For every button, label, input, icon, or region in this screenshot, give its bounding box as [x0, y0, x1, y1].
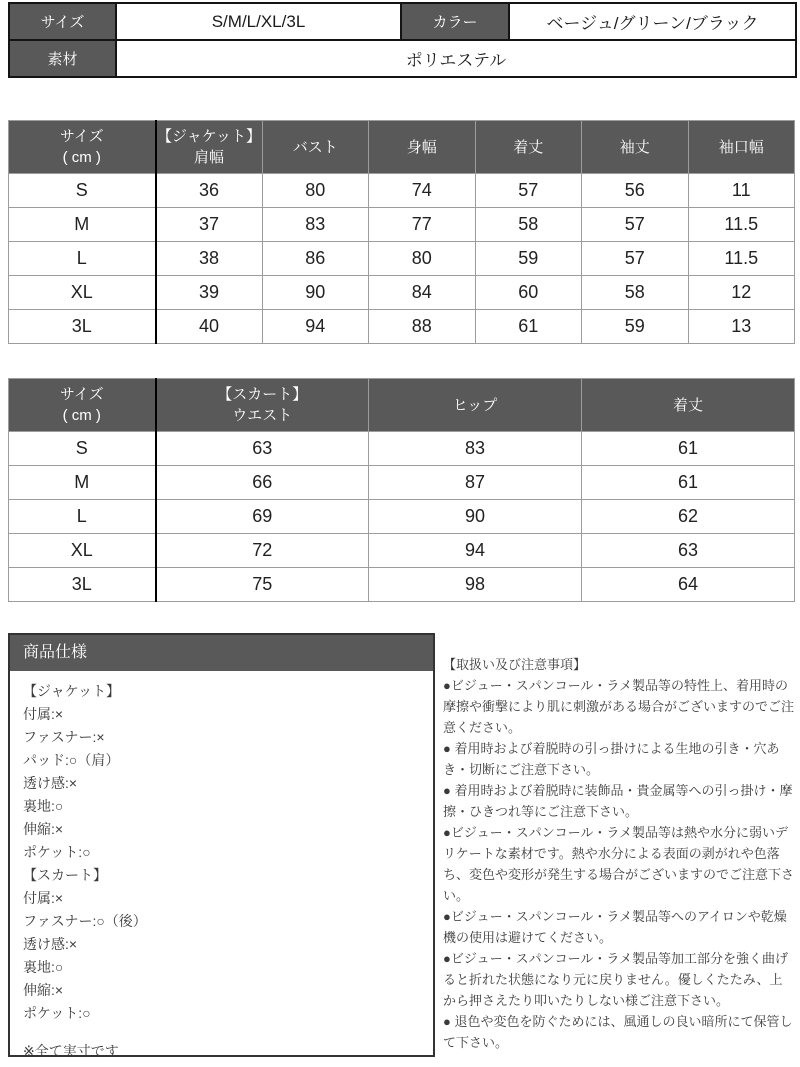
spec-line-jacket-pocket: ポケット:○ — [23, 844, 91, 860]
care-note-friction: ●ビジュー・スパンコール・ラメ製品等の特性上、着用時の摩擦や衝撃により肌に刺激がある場合がございますのでご注意ください。 — [443, 678, 795, 735]
summary-row-material — [9, 40, 796, 77]
skirt-length-header: 着丈 — [582, 379, 795, 432]
jacket-bust-header: バスト — [262, 121, 369, 174]
skirt-l-waist: 69 — [156, 500, 369, 534]
jacket-l-length: 59 — [475, 242, 582, 276]
skirt-waist-header — [156, 379, 369, 432]
jacket-l-cuff: 11.5 — [688, 242, 795, 276]
jacket-m-shoulder: 37 — [156, 208, 263, 242]
jacket-size-3l: 3L — [9, 310, 156, 344]
spec-line-jacket-stretch: 伸縮:× — [23, 821, 64, 837]
jacket-3l-width: 88 — [369, 310, 476, 344]
jacket-s-width: 74 — [369, 174, 476, 208]
skirt-size-m: M — [9, 466, 156, 500]
jacket-xl-width: 84 — [369, 276, 476, 310]
spec-line-skirt-sheer: 透け感:× — [23, 936, 78, 952]
spec-line-skirt-stretch: 伸縮:× — [23, 982, 64, 998]
jacket-row-l — [9, 242, 795, 276]
jacket-size-m: M — [9, 208, 156, 242]
jacket-3l-cuff: 13 — [688, 310, 795, 344]
jacket-length-header: 着丈 — [475, 121, 582, 174]
skirt-row-3l — [9, 568, 795, 602]
jacket-row-3l — [9, 310, 795, 344]
skirt-size-header-line1: サイズ — [59, 386, 104, 403]
jacket-3l-bust: 94 — [262, 310, 369, 344]
spec-line-skirt-zipper: ファスナー:○（後） — [23, 913, 147, 929]
jacket-shoulder-header — [156, 121, 263, 174]
jacket-sleeve-header: 袖丈 — [582, 121, 689, 174]
product-spec-title: 商品仕様 — [10, 635, 433, 671]
skirt-l-hip: 90 — [369, 500, 582, 534]
skirt-xl-length: 63 — [582, 534, 795, 568]
jacket-l-shoulder: 38 — [156, 242, 263, 276]
spec-line-jacket-accessory: 付属:× — [23, 706, 64, 722]
care-note-storage: ● 退色や変色を防ぐためには、風通しの良い暗所にて保管して下さい。 — [443, 1014, 793, 1050]
spec-line-jacket-heading: 【ジャケット】 — [23, 683, 121, 699]
care-note-iron-dryer: ●ビジュー・スパンコール・ラメ製品等へのアイロンや乾燥機の使用は避けてください。 — [443, 909, 787, 945]
spec-line-jacket-pad: パッド:○（肩） — [23, 752, 120, 768]
jacket-size-l: L — [9, 242, 156, 276]
jacket-s-sleeve: 56 — [582, 174, 689, 208]
skirt-3l-waist: 75 — [156, 568, 369, 602]
care-notes-title: 【取扱い及び注意事項】 — [443, 657, 587, 672]
skirt-m-hip: 87 — [369, 466, 582, 500]
skirt-m-waist: 66 — [156, 466, 369, 500]
jacket-width-header: 身幅 — [369, 121, 476, 174]
jacket-l-bust: 86 — [262, 242, 369, 276]
skirt-label: 【スカート】 — [217, 386, 308, 403]
color-value-cell: ベージュ/グリーン/ブラック — [509, 3, 796, 40]
jacket-3l-shoulder: 40 — [156, 310, 263, 344]
spec-line-skirt-accessory: 付属:× — [23, 890, 64, 906]
spec-line-jacket-zipper: ファスナー:× — [23, 729, 105, 745]
skirt-row-m — [9, 466, 795, 500]
jacket-xl-bust: 90 — [262, 276, 369, 310]
skirt-hip-header: ヒップ — [369, 379, 582, 432]
jacket-size-xl: XL — [9, 276, 156, 310]
jacket-m-width: 77 — [369, 208, 476, 242]
skirt-xl-hip: 94 — [369, 534, 582, 568]
jacket-m-sleeve: 57 — [582, 208, 689, 242]
jacket-size-table — [8, 120, 795, 344]
skirt-waist-label: ウエスト — [232, 407, 293, 424]
skirt-size-s: S — [9, 432, 156, 466]
material-label-cell: 素材 — [9, 40, 116, 77]
material-value-cell: ポリエステル — [116, 40, 796, 77]
skirt-row-xl — [9, 534, 795, 568]
skirt-size-header — [9, 379, 156, 432]
jacket-m-bust: 83 — [262, 208, 369, 242]
color-label-cell: カラー — [401, 3, 509, 40]
skirt-header-row — [9, 379, 795, 432]
skirt-s-length: 61 — [582, 432, 795, 466]
spec-line-skirt-lining: 裏地:○ — [23, 959, 64, 975]
care-note-heat-moisture: ●ビジュー・スパンコール・ラメ製品等は熱や水分に弱いデリケートな素材です。熱や水分による表面の剥がれや色落ち、変色や変形が発生する場合がございますのでご注意下さい。 — [443, 825, 795, 903]
jacket-l-sleeve: 57 — [582, 242, 689, 276]
jacket-cuff-header: 袖口幅 — [688, 121, 795, 174]
spec-footnote: ※全て実寸です — [23, 1043, 119, 1059]
jacket-row-m — [9, 208, 795, 242]
jacket-s-length: 57 — [475, 174, 582, 208]
summary-row-size-color — [9, 3, 796, 40]
skirt-s-hip: 83 — [369, 432, 582, 466]
skirt-size-table — [8, 378, 795, 602]
jacket-xl-cuff: 12 — [688, 276, 795, 310]
jacket-m-length: 58 — [475, 208, 582, 242]
spec-line-jacket-lining: 裏地:○ — [23, 798, 64, 814]
care-note-snagging: ● 着用時および着脱時の引っ掛けによる生地の引き・穴あき・切断にご注意下さい。 — [443, 741, 780, 777]
skirt-3l-length: 64 — [582, 568, 795, 602]
jacket-size-s: S — [9, 174, 156, 208]
skirt-l-length: 62 — [582, 500, 795, 534]
jacket-l-width: 80 — [369, 242, 476, 276]
jacket-shoulder-label: 肩幅 — [193, 149, 224, 166]
spec-line-skirt-heading: 【スカート】 — [23, 867, 107, 883]
jacket-s-cuff: 11 — [688, 174, 795, 208]
skirt-xl-waist: 72 — [156, 534, 369, 568]
product-summary-table — [8, 2, 797, 78]
skirt-size-3l: 3L — [9, 568, 156, 602]
jacket-s-bust: 80 — [262, 174, 369, 208]
jacket-size-header — [9, 121, 156, 174]
jacket-m-cuff: 11.5 — [688, 208, 795, 242]
jacket-row-xl — [9, 276, 795, 310]
jacket-3l-length: 61 — [475, 310, 582, 344]
jacket-s-shoulder: 36 — [156, 174, 263, 208]
skirt-m-length: 61 — [582, 466, 795, 500]
jacket-xl-shoulder: 39 — [156, 276, 263, 310]
jacket-xl-length: 60 — [475, 276, 582, 310]
spec-line-jacket-sheer: 透け感:× — [23, 775, 78, 791]
skirt-row-s — [9, 432, 795, 466]
jacket-size-header-line2: ( cm ) — [62, 149, 101, 166]
skirt-size-xl: XL — [9, 534, 156, 568]
jacket-3l-sleeve: 59 — [582, 310, 689, 344]
skirt-size-header-line2: ( cm ) — [62, 407, 101, 424]
jacket-row-s — [9, 174, 795, 208]
care-note-bending: ●ビジュー・スパンコール・ラメ製品等加工部分を強く曲げると折れた状態になり元に戻りません。優しくたたみ、上から押さえたり叩いたりしない様ご注意下さい。 — [443, 951, 788, 1008]
care-note-jewelry: ● 着用時および着脱時に装飾品・貴金属等への引っ掛け・摩擦・ひきつれ等にご注意下さい。 — [443, 783, 793, 819]
product-spec-box — [8, 633, 435, 1057]
size-value-cell: S/M/L/XL/3L — [116, 3, 401, 40]
jacket-size-header-line1: サイズ — [59, 128, 104, 145]
spec-line-skirt-pocket: ポケット:○ — [23, 1005, 91, 1021]
care-notes — [443, 654, 795, 1053]
size-label-cell: サイズ — [9, 3, 116, 40]
skirt-3l-hip: 98 — [369, 568, 582, 602]
jacket-header-row — [9, 121, 795, 174]
skirt-s-waist: 63 — [156, 432, 369, 466]
skirt-row-l — [9, 500, 795, 534]
skirt-size-l: L — [9, 500, 156, 534]
jacket-xl-sleeve: 58 — [582, 276, 689, 310]
product-spec-content — [10, 671, 433, 1063]
jacket-label: 【ジャケット】 — [157, 128, 261, 145]
